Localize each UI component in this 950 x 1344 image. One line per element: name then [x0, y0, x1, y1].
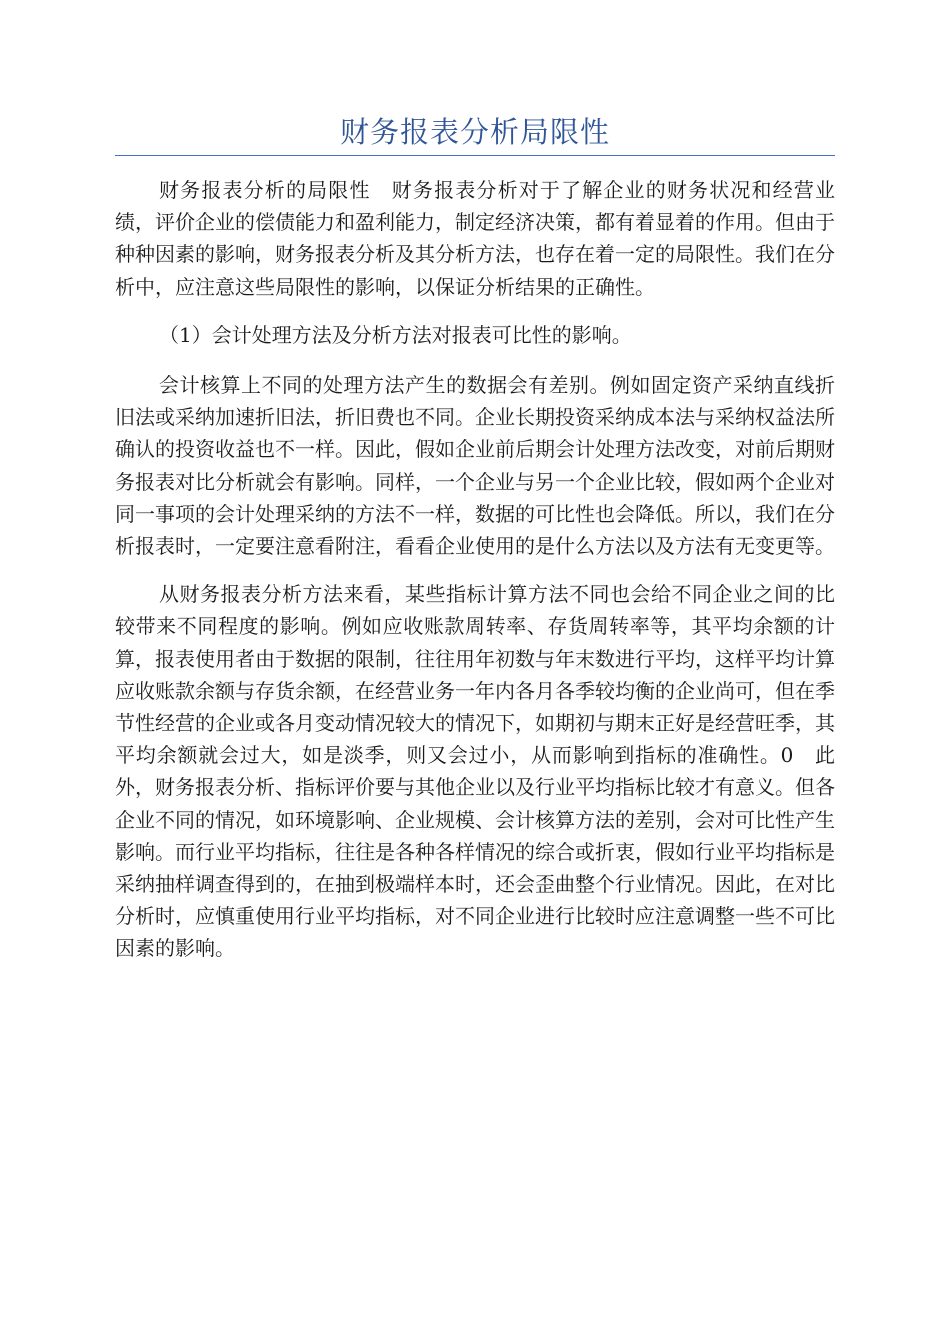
page-title: 财务报表分析局限性	[339, 115, 610, 149]
document-body	[115, 174, 835, 981]
section-heading-1: （1）会计处理方法及分析方法对报表可比性的影响。	[159, 322, 632, 347]
title-underline	[115, 155, 835, 156]
paragraph-intro: 财务报表分析的局限性 财务报表分析对于了解企业的财务状况和经营业绩，评价企业的偿债能力和盈利能力，制定经济决策，都有着显着的作用。但由于种种因素的影响，财务报表分析及其分析方法，也存在着一定的局限性。我们在分析中，应注意这些局限性的影响，以保证分析结果的正确性。	[115, 178, 835, 299]
paragraph-accounting-methods: 会计核算上不同的处理方法产生的数据会有差别。例如固定资产采纳直线折旧法或采纳加速折旧法，折旧费也不同。企业长期投资采纳成本法与采纳权益法所确认的投资收益也不一样。因此，假如企业前后期会计处理方法改变，对前后期财务报表对比分析就会有影响。同样，一个企业与另一个企业比较，假如两个企业对同一事项的会计处理采纳的方法不一样，数据的可比性也会降低。所以，我们在分析报表时，一定要注意看附注，看看企业使用的是什么方法以及方法有无变更等。	[115, 373, 835, 559]
paragraph-analysis-methods: 从财务报表分析方法来看，某些指标计算方法不同也会给不同企业之间的比较带来不同程度的影响。例如应收账款周转率、存货周转率等，其平均余额的计算，报表使用者由于数据的限制，往往用年初数与年末数进行平均，这样平均计算应收账款余额与存货余额，在经营业务一年内各月各季较均衡的企业尚可，但在季节性经营的企业或各月变动情况较大的情况下，如期初与期末正好是经营旺季，其平均余额就会过大，如是淡季，则又会过小，从而影响到指标的准确性。0 此外，财务报表分析、指标评价要与其他企业以及行业平均指标比较才有意义。但各企业不同的情况，如环境影响、企业规模、会计核算方法的差别，会对可比性产生影响。而行业平均指标，往往是各种各样情况的综合或折衷，假如行业平均指标是采纳抽样调查得到的，在抽到极端样本时，还会歪曲整个行业情况。因此，在对比分析时，应慎重使用行业平均指标，对不同企业进行比较时应注意调整一些不可比因素的影响。	[115, 582, 835, 961]
